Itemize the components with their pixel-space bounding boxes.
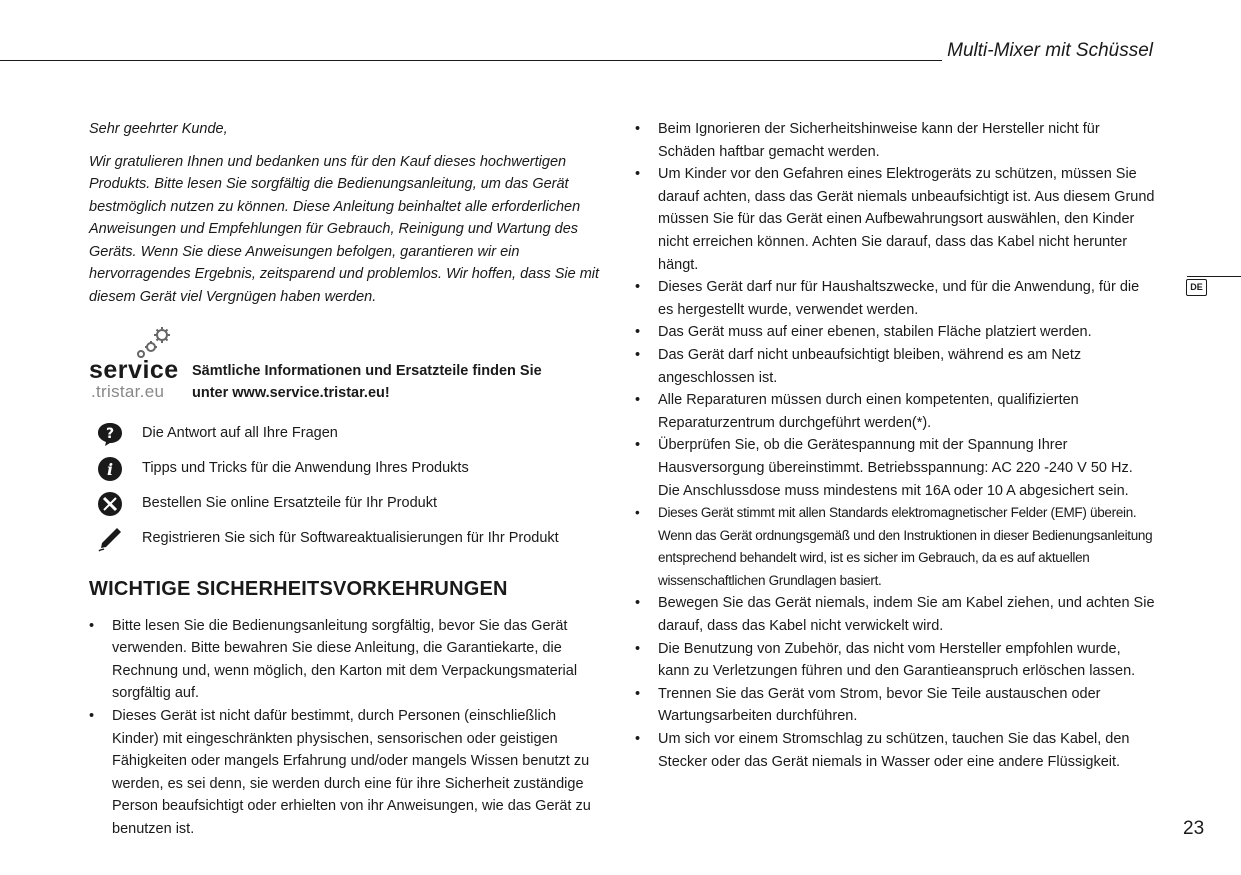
svg-text:i: i <box>106 459 114 479</box>
service-info-line-2: unter www.service.tristar.eu! <box>192 385 390 402</box>
pen-icon <box>97 526 123 552</box>
feature-label: Bestellen Sie online Ersatzteile für Ihr Produkt <box>142 494 437 511</box>
intro-paragraph: Wir gratulieren Ihnen und bedanken uns für den Kauf dieses hochwertigen Produkts. Bitte lesen Sie sorgfältig die Bedienungsanleitung, um das Gerät bestmöglich nutzen zu können. Diese Anleitung beinhaltet alle erforderlichen Anweisungen und Empfehlungen für Gebrauch, Reinigung und Wartung des Geräts. Wenn Sie diese Anweisungen befolgen, garantieren wir ein hervorragendes Ergebnis, zeitsparend und problemlos. Wir hoffen, dass Sie mit diesem Gerät viel Vergnügen haben werden. <box>89 153 600 306</box>
feature-item-parts <box>89 491 601 526</box>
service-tristar-logo <box>89 325 187 403</box>
list-item: • Um Kinder vor den Gefahren eines Elektrogeräts zu schützen, müssen Sie darauf achten, dass das Gerät niemals unbeaufsichtigt ist. Aus diesem Grund müssen Sie für das Gerät einen Aufbewahrungsort auswählen, den Kinder nicht erreichen können. Achten Sie darauf, dass das Kabel nicht herunter hängt. <box>635 163 1155 276</box>
list-item: • Die Benutzung von Zubehör, das nicht vom Hersteller empfohlen wurde, kann zu Verletzungen führen und den Garantieanspruch erlöschen lassen. <box>635 638 1155 683</box>
feature-label: Die Antwort auf all Ihre Fragen <box>142 424 338 441</box>
list-item: • Bewegen Sie das Gerät niemals, indem Sie am Kabel ziehen, und achten Sie darauf, dass das Kabel nicht verwickelt wird. <box>635 592 1155 637</box>
left-column <box>89 118 601 841</box>
feature-item-questions <box>89 421 601 456</box>
feature-item-tips <box>89 456 601 491</box>
feature-label: Tipps und Tricks für die Anwendung Ihres Produkts <box>142 459 469 476</box>
safety-heading: WICHTIGE SICHERHEITSVORKEHRUNGEN <box>89 577 508 600</box>
service-info-line-1: Sämtliche Informationen und Ersatzteile finden Sie <box>192 362 542 379</box>
safety-list-right <box>635 118 1155 773</box>
list-item: • Dieses Gerät ist nicht dafür bestimmt, durch Personen (einschließlich Kinder) mit eingeschränkten physischen, sensorischen oder geistigen Fähigkeiten oder mangels Erfahrung und/oder mangels Wissen benutzt zu werden, es sei denn, sie werden durch eine für ihre Sicherheit zuständige Person beaufsichtigt oder erhielten von ihr Anweisungen, wie das Gerät zu benutzen ist. <box>89 705 601 841</box>
list-item: • Beim Ignorieren der Sicherheitshinweise kann der Hersteller nicht für Schäden haftbar gemacht werden. <box>635 118 1155 163</box>
list-item: • Das Gerät darf nicht unbeaufsichtigt bleiben, während es am Netz angeschlossen ist. <box>635 344 1155 389</box>
service-logo-word: service <box>89 355 179 384</box>
question-icon <box>97 421 123 447</box>
list-item: • Dieses Gerät darf nur für Haushaltszwecke, und für die Anwendung, für die es hergestellt wurde, verwendet werden. <box>635 276 1155 321</box>
language-rule <box>1187 276 1241 277</box>
gears-icon <box>119 325 177 359</box>
document-title: Multi-Mixer mit Schüssel <box>947 40 1153 61</box>
list-item: • Alle Reparaturen müssen durch einen kompetenten, qualifizierten Reparaturzentrum durchgeführt werden(*). <box>635 389 1155 434</box>
header-rule <box>0 60 942 61</box>
salutation: Sehr geehrter Kunde, <box>89 121 228 137</box>
list-item: • Trennen Sie das Gerät vom Strom, bevor Sie Teile austauschen oder Wartungsarbeiten durchführen. <box>635 683 1155 728</box>
list-item: • Bitte lesen Sie die Bedienungsanleitung sorgfältig, bevor Sie das Gerät verwenden. Bitte bewahren Sie diese Anleitung, die Garantiekarte, die Rechnung und, wenn möglich, den Karton mit dem Verpackungsmaterial sorgfältig auf. <box>89 615 601 705</box>
feature-label: Registrieren Sie sich für Softwareaktualisierungen für Ihr Produkt <box>142 529 559 546</box>
list-item: • Das Gerät muss auf einer ebenen, stabilen Fläche platziert werden. <box>635 321 1155 344</box>
service-block <box>89 325 601 403</box>
list-item: • Um sich vor einem Stromschlag zu schützen, tauchen Sie das Kabel, den Stecker oder das Gerät niemals in Wasser oder eine andere Flüssigkeit. <box>635 728 1155 773</box>
right-column <box>635 118 1155 773</box>
feature-item-register <box>89 526 601 561</box>
list-item: • Überprüfen Sie, ob die Gerätespannung mit der Spannung Ihrer Hausversorgung übereinstimmt. Betriebsspannung: AC 220 -240 V 50 Hz. Die Anschlussdose muss mindestens mit 16A oder 10 A abgesichert sein. <box>635 434 1155 502</box>
list-item: • Dieses Gerät stimmt mit allen Standards elektromagnetischer Felder (EMF) überein. Wenn das Gerät ordnungsgemäß und den Instruktionen in dieser Bedienungsanleitung entsprechend behandelt wird, ist es sicher im Gebrauch, da es auf aktuellen wissenschaftlichen Grundlagen basiert. <box>635 502 1155 592</box>
safety-list-left <box>89 615 601 841</box>
svg-text:?: ? <box>105 425 115 442</box>
service-info-text <box>192 360 592 405</box>
service-logo-domain: .tristar.eu <box>91 381 165 401</box>
info-icon <box>97 456 123 482</box>
feature-list <box>89 421 601 561</box>
tools-icon <box>97 491 123 517</box>
language-badge: DE <box>1186 279 1207 296</box>
page-number: 23 <box>1183 818 1205 839</box>
